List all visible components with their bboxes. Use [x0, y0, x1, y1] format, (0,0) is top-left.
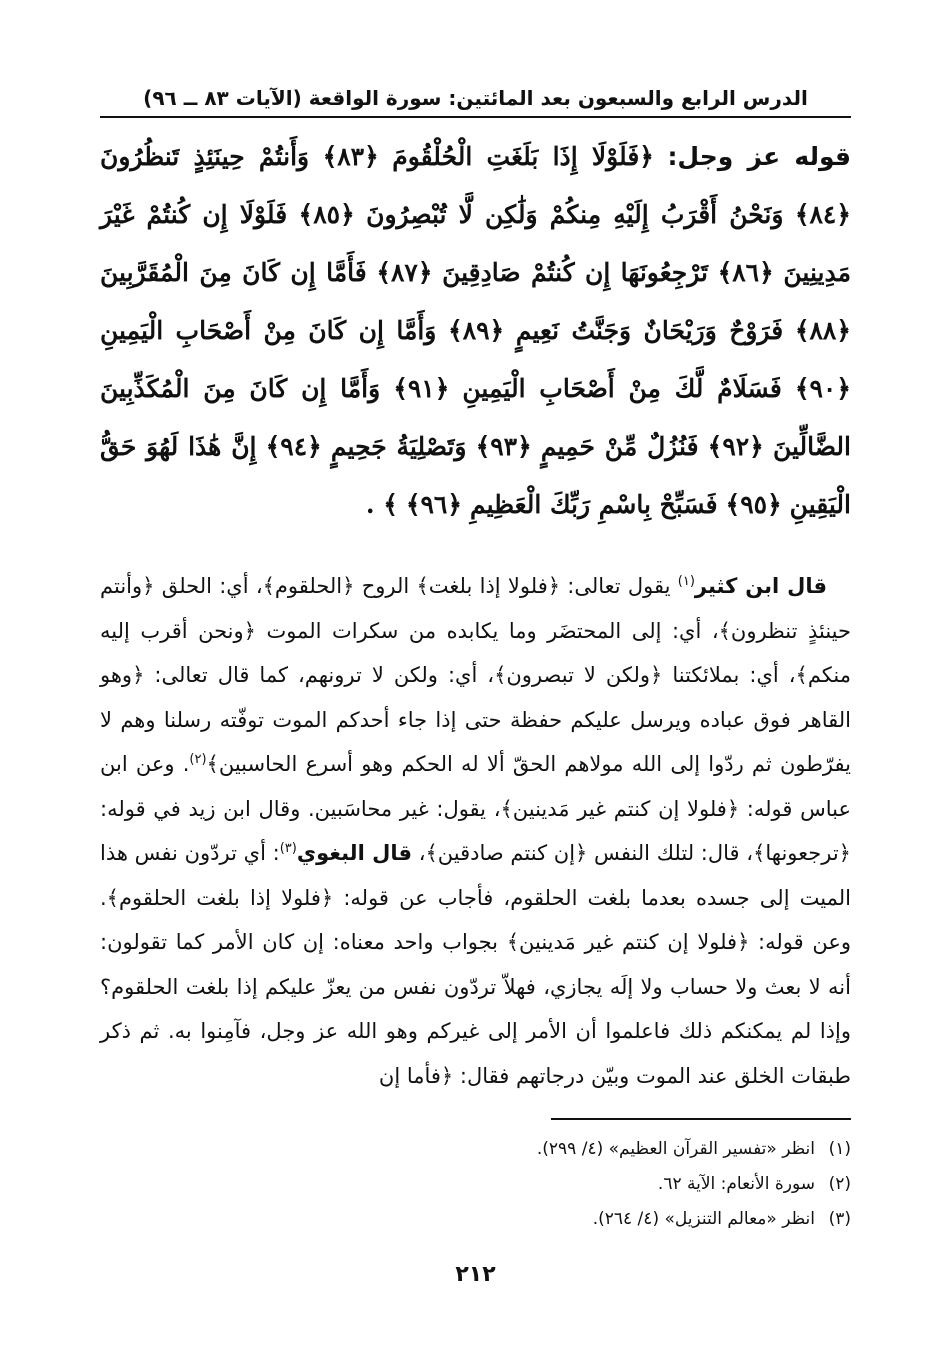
verse-number-marker: ﴿٨٧﴾	[376, 258, 433, 287]
footnote-number: (٣)	[828, 1209, 851, 1229]
footnote	[551, 1202, 851, 1237]
verse-text: فَسَلَامٌ لَّكَ مِنْ أَصْحَابِ الْيَمِينِ	[462, 374, 782, 403]
footnote	[536, 1132, 851, 1167]
verse-number-marker: ﴿٩٤﴾	[265, 432, 322, 461]
verse-number-marker: ﴿٨٨﴾	[794, 316, 851, 345]
verse-number-marker: ﴿٨٥﴾	[298, 200, 355, 229]
commentary-text-1: يقول تعالى: ﴿فلولا إذا بلغت﴾ الروح ﴿الحلقوم﴾، أي: الحلق ﴿وأنتم حينئذٍ تنظرون﴾، أي: إلى المحتضَر وما يكابده من سكرات الموت ﴿ونحن أقرب إليه منكم﴾، أي: بملائكتنا ﴿ولكن لا تبصرون﴾، أي: ولكن لا ترونهم، كما قال تعالى: ﴿وهو القاهر فوق عباده ويرسل عليكم حفظة حتى إذا جاء أحدكم الموت توفّته رسلنا وهم لا يفرّطون ثم ردّوا إلى الله مولاهم الحقّ ألا له الحكم وهو أسرع الحاسبين﴾	[100, 574, 851, 776]
verse-text: فَرَوْحٌ وَرَيْحَانٌ وَجَنَّتُ نَعِيمٍ	[515, 316, 784, 345]
verse-text: وَأَمَّا إِن كَانَ مِنْ أَصْحَابِ الْيَمِينِ	[100, 316, 437, 345]
passage-lead: قوله عز وجل:	[667, 142, 852, 171]
footnote-text: انظر «تفسير القرآن العظيم» (٤/ ٢٩٩).	[536, 1139, 815, 1159]
verse-number-marker: ﴿٨٩﴾	[448, 316, 505, 345]
verse-text: وَأَمَّا إِن كَانَ مِنَ الْمُكَذِّبِينَ الضَّالِّينَ	[100, 374, 851, 461]
baghawi-attribution: قال البغوي	[296, 841, 412, 865]
verse-text: وَنَحْنُ أَقْرَبُ إِلَيْهِ مِنكُمْ وَلَٰكِن لَّا تُبْصِرُونَ	[366, 200, 784, 229]
verse-list	[100, 142, 851, 519]
footnote-text: انظر «معالم التنزيل» (٤/ ٢٦٤).	[592, 1209, 815, 1229]
verse-number-marker: ﴿٩٢﴾	[707, 432, 764, 461]
verse-number-marker: ﴿٩٦﴾	[405, 490, 463, 519]
footnote-text: سورة الأنعام: الآية ٦٢.	[657, 1174, 815, 1194]
verse-text: فَلَوْلَا إِن كُنتُمْ غَيْرَ مَدِينِينَ	[100, 200, 851, 287]
footnote-ref-2: (٢)	[189, 752, 207, 767]
verse-close-bracket: ﴾ .	[365, 490, 398, 519]
ibn-kathir-attribution: قال ابن كثير	[694, 574, 827, 598]
footnote	[551, 1167, 851, 1202]
footnote-number: (١)	[828, 1139, 851, 1159]
verse-text: فَأَمَّا إِن كَانَ مِنَ الْمُقَرَّبِينَ	[100, 258, 367, 287]
commentary-paragraph	[100, 564, 851, 1098]
verse-text: إِنَّ هَٰذَا لَهُوَ حَقُّ الْيَقِينِ	[100, 432, 851, 519]
verse-text: فَلَوْلَا إِذَا بَلَغَتِ الْحُلْقُومَ	[392, 142, 640, 171]
verse-number-marker: ﴿٨٤﴾	[794, 200, 852, 229]
verse-number-marker: ﴿٩٥﴾	[725, 490, 782, 519]
verse-text: فَسَبِّحْ بِاسْمِ رَبِّكَ الْعَظِيمِ	[469, 490, 718, 519]
verse-number-marker: ﴿٩٣﴾	[475, 432, 532, 461]
footnotes	[536, 1118, 851, 1237]
footnote-ref-3: (٣)	[279, 841, 297, 856]
verse-number-marker: ﴿٩٠﴾	[794, 374, 851, 403]
verse-text: فَنُزُلٌ مِّنْ حَمِيمٍ	[540, 432, 699, 461]
verse-number-marker: ﴿٨٦﴾	[717, 258, 774, 287]
verse-open-bracket: ﴿	[639, 142, 654, 171]
commentary-text-2: . وعن ابن عباس قوله: ﴿فلولا إن كنتم غير مَدينين﴾، يقول: غير محاسَبين. وقال ابن زيد في قوله: ﴿ترجعونها﴾، قال: لتلك النفس ﴿إن كنتم صادقين﴾،	[100, 752, 851, 865]
commentary	[100, 564, 851, 1098]
running-head: الدرس الرابع والسبعون بعد المائتين: سورة الواقعة (الآيات ٨٣ ــ ٩٦)	[100, 86, 851, 118]
verse-text: وَأَنتُمْ حِينَئِذٍ تَنظُرُونَ	[100, 142, 310, 171]
verse-number-marker: ﴿٨٣﴾	[322, 142, 379, 171]
quran-passage	[100, 128, 851, 534]
verse-number-marker: ﴿٩١﴾	[393, 374, 450, 403]
verse-text: وَتَصْلِيَةُ جَحِيمٍ	[330, 432, 467, 461]
footnote-number: (٢)	[828, 1174, 851, 1194]
commentary-text-3: : أي تردّون نفس هذا الميت إلى جسده بعدما بلغت الحلقوم، فأجاب عن قوله: ﴿فلولا إذا بلغت الحلقوم﴾. وعن قوله: ﴿فلولا إن كنتم غير مَدينين﴾ بجواب واحد معناه: إن كان الأمر كما تقولون: أنه لا بعث ولا حساب ولا إلَه يجازي، فهلاّ تردّون نفس من يعزّ عليكم إذا بلغت الحلقوم؟ وإذا لم يمكنكم ذلك فاعلموا أن الأمر إلى غيركم وهو الله عز وجل، فآمِنوا به. ثم ذكر طبقات الخلق عند الموت وبيّن درجاتهم فقال: ﴿فأما إن	[100, 841, 851, 1088]
footnote-ref-1: (١)	[677, 574, 695, 589]
verse-text: تَرْجِعُونَهَا إِن كُنتُمْ صَادِقِينَ	[442, 258, 708, 287]
page-number: ٢١٢	[455, 1262, 496, 1287]
